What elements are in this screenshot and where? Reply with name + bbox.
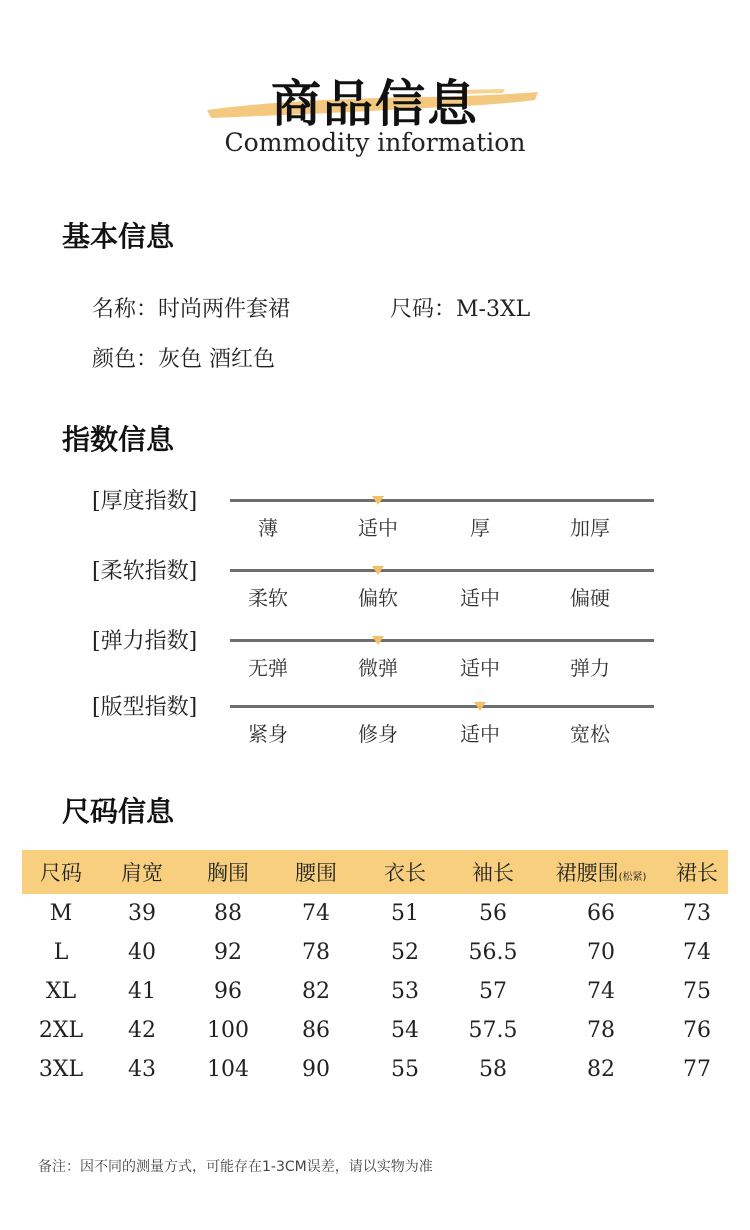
index-marker (372, 566, 384, 575)
size-cell: 75 (683, 979, 711, 1004)
footer-note: 备注：因不同的测量方式，可能存在1-3CM误差，请以实物为准 (38, 1159, 433, 1175)
size-cell: 57.5 (468, 1018, 518, 1043)
size-cell: 78 (587, 1018, 615, 1043)
size-header-cell (450, 857, 536, 887)
size-header-label: 腰围 (295, 861, 337, 885)
index-label: [弹力指数] (92, 629, 198, 654)
color-label: 颜色： (92, 347, 159, 372)
index-option: 适中 (460, 656, 500, 680)
index-label: [厚度指数] (92, 489, 198, 514)
table-row (22, 972, 728, 1011)
size-header-cell (22, 857, 100, 887)
index-marker (372, 496, 384, 505)
name-row (92, 292, 290, 323)
size-cell: 90 (302, 1057, 330, 1082)
index-option: 适中 (358, 516, 398, 540)
size-cell: 100 (207, 1018, 249, 1043)
size-table-body (22, 894, 728, 1089)
size-header-cell (272, 857, 360, 887)
size-cell: 96 (214, 979, 242, 1004)
size-cell: 104 (207, 1057, 249, 1082)
basic-info-heading: 基本信息 (62, 220, 175, 253)
index-info-heading: 指数信息 (62, 423, 175, 456)
size-range-value: M-3XL (456, 297, 531, 322)
size-header-label: 衣长 (384, 861, 426, 885)
index-option: 宽松 (570, 722, 610, 746)
size-header-label: 裙长 (676, 861, 718, 885)
table-row (22, 1011, 728, 1050)
table-row (22, 933, 728, 972)
size-header-cell (100, 857, 184, 887)
size-info-heading: 尺码信息 (62, 795, 175, 828)
size-header-cell (184, 857, 272, 887)
index-option: 修身 (358, 722, 398, 746)
size-header-cell (666, 857, 728, 887)
size-range-row (390, 292, 530, 323)
size-header-cell (360, 857, 450, 887)
index-scale-line (230, 705, 654, 708)
index-marker (474, 702, 486, 711)
index-option: 微弹 (358, 656, 398, 680)
size-table-header (22, 850, 728, 894)
table-row (22, 894, 728, 933)
index-option: 柔软 (248, 586, 288, 610)
size-cell: 88 (214, 901, 242, 926)
size-header-cell (536, 857, 666, 887)
size-cell: 2XL (38, 1018, 84, 1043)
size-cell: 56.5 (468, 940, 518, 965)
size-cell: 41 (128, 979, 156, 1004)
size-cell: 73 (683, 901, 711, 926)
index-option: 弹力 (570, 656, 610, 680)
size-cell: 66 (587, 901, 615, 926)
size-cell: 56 (479, 901, 507, 926)
index-option: 无弹 (248, 656, 288, 680)
size-cell: 57 (479, 979, 507, 1004)
page-subtitle: Commodity information (224, 128, 526, 157)
size-header-label: 裙腰围 (555, 861, 619, 885)
size-cell: XL (45, 979, 77, 1004)
size-cell: 74 (302, 901, 330, 926)
color-value: 灰色 酒红色 (158, 347, 276, 372)
size-cell: 74 (587, 979, 615, 1004)
size-cell: 40 (128, 940, 156, 965)
size-cell: 54 (391, 1018, 419, 1043)
index-scale-line (230, 569, 654, 572)
index-option: 加厚 (570, 516, 610, 540)
index-marker (372, 636, 384, 645)
index-scale-line (230, 639, 654, 642)
page-title: 商品信息 (271, 75, 479, 133)
size-header-note: (松紧) (618, 872, 647, 883)
size-cell: 51 (391, 901, 419, 926)
size-cell: 92 (214, 940, 242, 965)
size-cell: L (53, 940, 69, 965)
size-table (22, 850, 728, 1089)
index-scale-line (230, 499, 654, 502)
size-cell: 55 (391, 1057, 419, 1082)
size-cell: M (49, 901, 73, 926)
size-cell: 52 (391, 940, 419, 965)
size-cell: 42 (128, 1018, 156, 1043)
size-header-label: 胸围 (207, 861, 249, 885)
index-option: 薄 (258, 516, 278, 540)
index-option: 紧身 (248, 722, 288, 746)
size-cell: 76 (683, 1018, 711, 1043)
index-option: 适中 (460, 586, 500, 610)
size-cell: 82 (302, 979, 330, 1004)
size-header-label: 袖长 (472, 861, 514, 885)
name-value: 时尚两件套裙 (158, 297, 291, 322)
size-cell: 78 (302, 940, 330, 965)
color-row (92, 342, 275, 373)
index-label: [版型指数] (92, 695, 198, 720)
size-cell: 74 (683, 940, 711, 965)
index-option: 厚 (470, 516, 490, 540)
size-header-label: 肩宽 (121, 861, 163, 885)
size-cell: 43 (128, 1057, 156, 1082)
size-range-label: 尺码： (390, 297, 457, 322)
size-cell: 58 (479, 1057, 507, 1082)
table-row (22, 1050, 728, 1089)
title-block (0, 58, 750, 138)
size-cell: 86 (302, 1018, 330, 1043)
index-option: 偏软 (358, 586, 398, 610)
index-option: 偏硬 (570, 586, 610, 610)
size-cell: 53 (391, 979, 419, 1004)
name-label: 名称： (92, 297, 159, 322)
size-cell: 3XL (38, 1057, 84, 1082)
size-cell: 77 (683, 1057, 711, 1082)
index-label: [柔软指数] (92, 559, 198, 584)
size-cell: 39 (128, 901, 156, 926)
index-option: 适中 (460, 722, 500, 746)
size-header-label: 尺码 (40, 861, 82, 885)
size-cell: 70 (587, 940, 615, 965)
size-cell: 82 (587, 1057, 615, 1082)
